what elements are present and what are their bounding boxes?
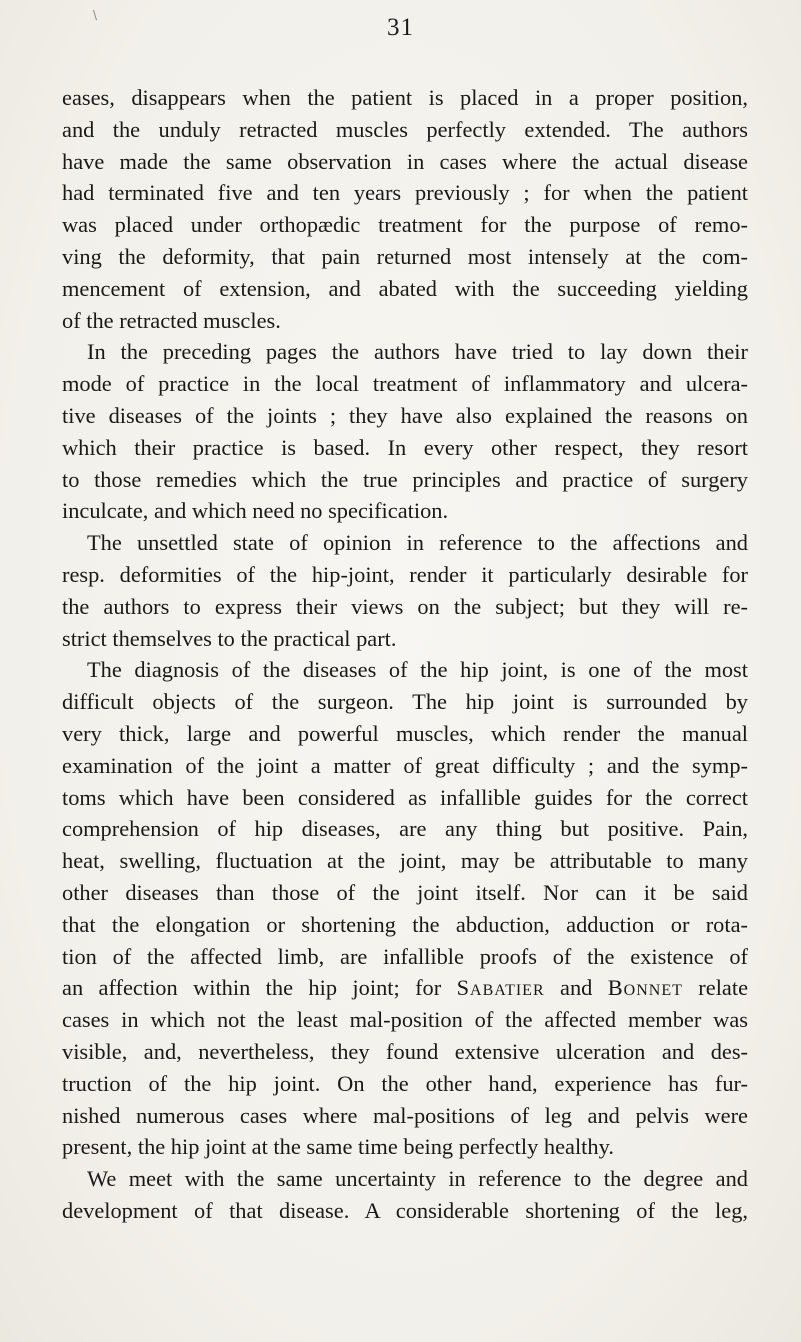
paragraph — [62, 1163, 748, 1227]
text-line: tive diseases of the joints ; they have also explained the reasons on — [62, 402, 748, 428]
author-name: Bonnet — [607, 975, 683, 1001]
text-line: nished numerous cases where mal-positions of leg and pelvis were — [62, 1102, 748, 1128]
text-line: present, the hip joint at the same time being perfectly healthy. — [62, 1134, 614, 1160]
text-line: visible, and, nevertheless, they found extensive ulceration and des- — [62, 1038, 748, 1064]
paragraph — [62, 654, 748, 1163]
text-line: We meet with the same uncertainty in reference to the degree and — [87, 1166, 748, 1192]
text-line: very thick, large and powerful muscles, which render the manual — [62, 720, 748, 746]
paragraph — [62, 336, 748, 527]
text-line: tion of the affected limb, are infallible proofs of the existence of — [62, 943, 748, 969]
text-line: toms which have been considered as infallible guides for the correct — [62, 784, 748, 810]
text-line: In the preceding pages the authors have tried to lay down their — [87, 339, 748, 365]
text-line: heat, swelling, fluctuation at the joint, may be attributable to many — [62, 848, 748, 874]
text-line: truction of the hip joint. On the other hand, experience has fur- — [62, 1070, 748, 1096]
text-line: strict themselves to the practical part. — [62, 625, 397, 651]
author-name: Sabatier — [456, 975, 545, 1001]
text-line: to those remedies which the true principles and practice of surgery — [62, 466, 748, 492]
text-line: The unsettled state of opinion in reference to the affections and — [87, 530, 748, 556]
text-line: resp. deformities of the hip-joint, render it particularly desirable for — [62, 561, 748, 587]
text-line: inculcate, and which need no specification. — [62, 498, 449, 524]
text-line: ving the deformity, that pain returned most intensely at the com- — [62, 243, 748, 269]
text-line: cases in which not the least mal-position of the affected member was — [62, 1007, 748, 1033]
text-line: that the elongation or shortening the abduction, adduction or rota- — [62, 911, 748, 937]
text-line: difficult objects of the surgeon. The hip joint is surrounded by — [62, 689, 748, 715]
page-speck: \ — [93, 8, 98, 22]
text-line: development of that disease. A considerable shortening of the leg, — [62, 1197, 748, 1223]
text-line — [62, 972, 748, 1004]
text-line: have made the same observation in cases where the actual disease — [62, 148, 748, 174]
text-line: mode of practice in the local treatment of inflammatory and ulcera- — [62, 371, 748, 397]
text-line: the authors to express their views on the subject; but they will re- — [62, 593, 748, 619]
paragraph — [62, 527, 748, 654]
text-line: had terminated five and ten years previously ; for when the patient — [62, 180, 748, 206]
text-line: other diseases than those of the joint itself. Nor can it be said — [62, 879, 748, 905]
text-line: of the retracted muscles. — [62, 307, 281, 333]
page-number: 31 — [387, 14, 414, 41]
body-text — [62, 82, 748, 1227]
paragraph — [62, 82, 748, 336]
text-line: comprehension of hip diseases, are any thing but positive. Pain, — [62, 816, 748, 842]
text-line: The diagnosis of the diseases of the hip joint, is one of the most — [87, 657, 748, 683]
text-line: mencement of extension, and abated with the succeeding yielding — [62, 275, 748, 301]
text-line: and the unduly retracted muscles perfectly extended. The authors — [62, 116, 748, 142]
text-segment: relate — [682, 975, 749, 1001]
text-line: eases, disappears when the patient is placed in a proper position, — [62, 85, 748, 110]
text-line: examination of the joint a matter of great difficulty ; and the symp- — [62, 752, 748, 778]
text-segment: and — [544, 975, 608, 1001]
text-line: which their practice is based. In every other respect, they resort — [62, 434, 748, 460]
text-segment: an affection within the hip joint; for — [62, 975, 457, 1001]
text-line: was placed under orthopædic treatment for the purpose of remo- — [62, 212, 748, 238]
